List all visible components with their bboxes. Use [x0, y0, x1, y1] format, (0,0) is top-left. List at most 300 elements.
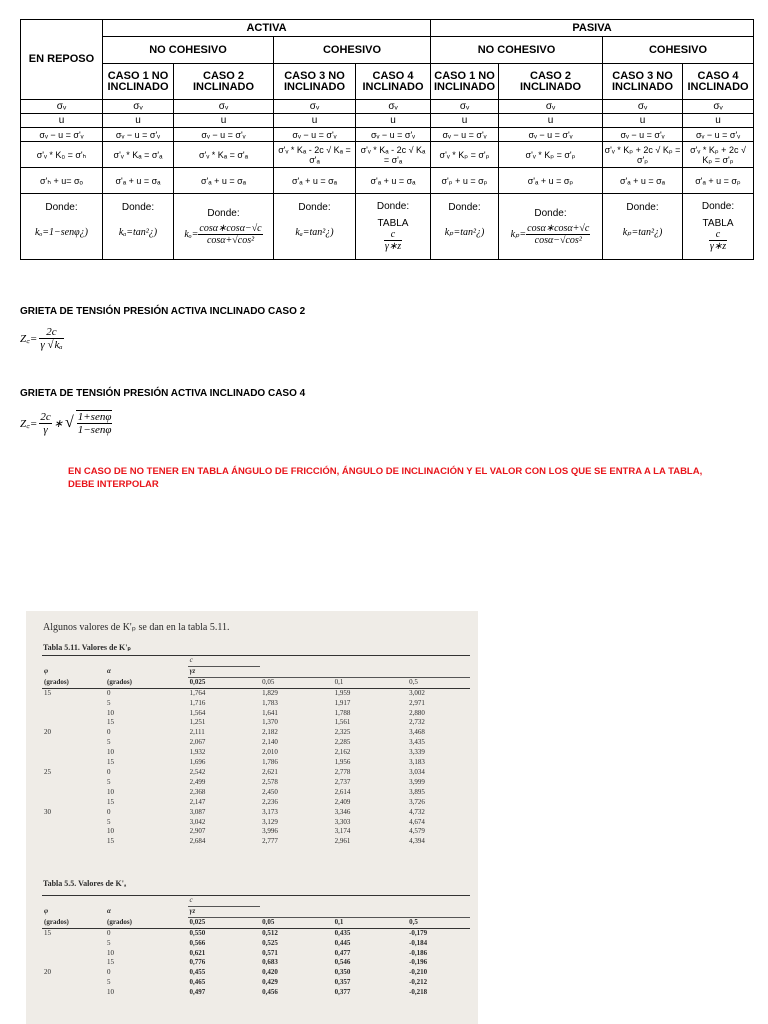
table-cell: 20 [44, 968, 51, 977]
header-activa-no-cohesivo: NO COHESIVO [103, 37, 274, 64]
formula-lhs: kₚ= [510, 228, 527, 240]
formula-ka-inclined [175, 223, 272, 246]
formula-ka: kₐ=tan²¿) [118, 226, 158, 238]
header-col-2: 0,05 [260, 917, 333, 928]
table-ka-body [42, 928, 470, 998]
table-cell: 2,450 [262, 787, 278, 796]
cell-reposo-total: σ'ₕ + u= σₒ [21, 168, 103, 194]
table-cell: 0,429 [262, 978, 278, 987]
table-cell: 2,182 [262, 728, 278, 737]
table-cell [42, 939, 105, 949]
table-cell: 1,956 [334, 758, 351, 767]
table-row [42, 808, 470, 818]
table-cell: 2,578 [262, 777, 278, 786]
table-cell: 0,571 [262, 948, 278, 957]
header-col-1: 0,025 [188, 917, 261, 928]
table-5-5-title [43, 879, 126, 888]
table-cell: 0,683 [262, 958, 278, 967]
table-cell [42, 827, 105, 837]
table-cell: -0,210 [409, 968, 428, 977]
cell-pasiva-caso4-donde [683, 194, 754, 260]
table-cell: 1,786 [262, 758, 278, 767]
cell-pasiva-caso4-total: σ'ₐ + u = σₚ [683, 168, 754, 194]
cell-activa-caso2-total: σ'ₐ + u = σₐ [174, 168, 274, 194]
donde-label: Donde: [207, 207, 240, 219]
table-cell: 3,173 [262, 807, 278, 816]
table-cell: 2,777 [262, 837, 278, 846]
header-phi-unit: (grados) [44, 917, 69, 926]
header-alpha-unit: (grados) [107, 677, 132, 686]
table-cell: 15 [107, 958, 115, 967]
table-cell: 3,346 [334, 807, 351, 816]
header-alpha: α [107, 906, 111, 915]
table-cell: 5 [107, 698, 111, 707]
cell-sigma-v: σᵥ [683, 100, 754, 114]
table-cell: 0,465 [189, 978, 206, 987]
table-cell: 5 [107, 738, 111, 747]
denominator: cosα+√cos² [206, 234, 255, 246]
cell-pasiva-caso3-total: σ'ₐ + u = σₐ [603, 168, 683, 194]
formula-lhs: Z꜀= [20, 417, 38, 430]
header-phi-unit: (grados) [44, 677, 69, 686]
header-activa-cohesivo: COHESIVO [274, 37, 431, 64]
cell-activa-caso2-donde [174, 194, 274, 260]
table-cell: 25 [44, 767, 51, 776]
cell-sigma-v: σᵥ [103, 100, 174, 114]
table-cell: 2,684 [189, 837, 206, 846]
formula-kp-inclined [500, 223, 601, 246]
table-cell: 2,067 [189, 738, 206, 747]
donde-label: Donde: [626, 201, 659, 213]
header-alpha: α [107, 666, 111, 675]
table-cell: 1,829 [262, 688, 278, 697]
table-cell: 2,621 [262, 767, 278, 776]
table-cell: 2,236 [262, 797, 278, 806]
table-row [42, 827, 470, 837]
table-row [42, 988, 470, 998]
table-cell: 2,737 [334, 777, 351, 786]
table-cell: 3,435 [409, 738, 425, 747]
cell-sigma-v: σᵥ [274, 100, 356, 114]
table-row [42, 768, 470, 778]
denominator: cosα−√cos² [534, 234, 582, 246]
table-cell: 0,435 [334, 928, 351, 937]
header-phi: φ [44, 666, 49, 675]
table-cell: 3,468 [409, 728, 425, 737]
table-cell [42, 778, 105, 788]
table-cell: 0,512 [262, 928, 278, 937]
sqrt-symbol: √ [64, 414, 74, 431]
header-col-4: 0,5 [407, 917, 470, 928]
table-cell [42, 788, 105, 798]
table-row [42, 978, 470, 988]
table-cell: 2,010 [262, 748, 278, 757]
header-caso2-activa: CASO 2 INCLINADO [174, 64, 274, 100]
header-caso3-activa: CASO 3 NO INCLINADO [274, 64, 356, 100]
cell-pasiva-caso1-k: σ'ᵥ * Kₚ = σ'ₚ [431, 142, 499, 168]
table-cell: 0 [107, 807, 111, 816]
table-ka-values [42, 895, 470, 998]
cell-activa-caso4-total: σ'ₐ + u = σₐ [356, 168, 431, 194]
formula-k0: kₒ=1−senφ¿) [35, 226, 88, 238]
donde-label: Donde: [448, 201, 481, 213]
table-cell: 3,034 [409, 767, 425, 776]
table-cell: -0,186 [409, 948, 428, 957]
table-cell: 10 [107, 708, 115, 717]
table-cell: 20 [44, 728, 51, 737]
table-cell: 10 [107, 827, 115, 836]
header-caso1-activa: CASO 1 NO INCLINADO [103, 64, 174, 100]
table-cell: 1,370 [262, 718, 278, 727]
cell-sigma-v: σᵥ [431, 100, 499, 114]
donde-label: Donde: [534, 207, 567, 219]
cell-pasiva-caso2-total: σ'ₐ + u = σₚ [499, 168, 603, 194]
table-cell: 3,129 [262, 817, 278, 826]
table-cell: 3,174 [334, 827, 351, 836]
table-cell [42, 718, 105, 728]
header-caso4-activa: CASO 4 INCLINADO [356, 64, 431, 100]
table-row [42, 837, 470, 847]
table-cell: 0,546 [334, 958, 351, 967]
table-cell: 0,456 [262, 988, 278, 997]
table-row [42, 818, 470, 828]
table-cell: 2,542 [189, 767, 206, 776]
table-cell: 2,880 [409, 708, 425, 717]
table-cell: 4,732 [409, 807, 425, 816]
section-heading-caso2: GRIETA DE TENSIÓN PRESIÓN ACTIVA INCLINADO CASO 2 [20, 306, 306, 317]
cell-effective-stress: σᵥ − u = σ'ᵥ [21, 128, 103, 142]
table-cell: 0,525 [262, 938, 278, 947]
table-header-row [42, 906, 470, 917]
table-cell: 0,420 [262, 968, 278, 977]
header-col-2: 0,05 [260, 677, 333, 688]
table-header-row [42, 656, 470, 667]
cell-pasiva-caso4-k: σ'ᵥ * Kₚ + 2c √ Kₚ = σ'ₚ [683, 142, 754, 168]
table-cell: 10 [107, 787, 115, 796]
denominator: γ∗z [709, 241, 727, 252]
fraction [526, 223, 590, 246]
table-cell: 2,971 [409, 698, 425, 707]
title-text: Valores de K'ₚ [81, 643, 131, 652]
multiply-symbol: ∗ [53, 417, 63, 430]
table-header-row [42, 677, 470, 688]
table-cell [42, 958, 105, 968]
table-cell: 2,285 [334, 738, 351, 747]
table-cell: 0,566 [189, 938, 206, 947]
table-cell: 2,961 [334, 837, 351, 846]
cell-reposo-donde [21, 194, 103, 260]
table-cell: -0,179 [409, 928, 428, 937]
table-cell: -0,196 [409, 958, 428, 967]
cell-pasiva-caso1-total: σ'ₚ + u = σₚ [431, 168, 499, 194]
table-cell: 0,550 [189, 928, 206, 937]
table-cell: 0,350 [334, 968, 351, 977]
formula-ka: kₐ=tan²¿) [295, 226, 334, 238]
scan-intro: Algunos valores de K'ₚ se dan en la tabla 5.11. [43, 622, 230, 633]
table-row [42, 788, 470, 798]
fraction [39, 326, 63, 351]
cell-activa-caso3-total: σ'ₐ + u = σₐ [274, 168, 356, 194]
table-row [42, 758, 470, 768]
fraction-c-over-gz [709, 229, 727, 252]
table-cell: 15 [107, 718, 115, 727]
table-kp-body [42, 688, 470, 847]
header-pasiva-no-cohesivo: NO COHESIVO [431, 37, 603, 64]
table-cell: 2,732 [409, 718, 425, 727]
table-cell: 2,111 [189, 728, 205, 737]
table-cell: 0 [107, 728, 111, 737]
table-cell: 1,716 [189, 698, 206, 707]
tabla-label: TABLA [702, 218, 734, 229]
formula-kp: kₚ=tan²¿) [444, 226, 485, 238]
table-cell [42, 978, 105, 988]
table-header-row [42, 896, 470, 907]
interpolation-note: EN CASO DE NO TENER EN TABLA ÁNGULO DE FRICCIÓN, ÁNGULO DE INCLINACIÓN Y EL VALOR CON LOS QUE SE ENTRA A LA TABLA, DEBE INTERPOLAR [68, 466, 703, 490]
table-cell: 2,140 [262, 738, 278, 747]
cell-effective-stress: σᵥ − u = σ'ᵥ [356, 128, 431, 142]
formula-zc-caso2 [20, 326, 64, 351]
table-cell: 2,147 [189, 797, 206, 806]
cell-activa-caso3-k: σ'ᵥ * Kₐ - 2c √ Kₐ = σ'ₐ [274, 142, 356, 168]
numerator: 2c [39, 326, 63, 339]
cell-effective-stress: σᵥ − u = σ'ᵥ [103, 128, 174, 142]
table-cell: 3,303 [334, 817, 351, 826]
table-cell: 0,455 [189, 968, 206, 977]
denominator: γ √kₐ [40, 339, 63, 351]
donde-label: Donde: [701, 201, 735, 212]
table-cell [42, 988, 105, 998]
table-cell: 2,162 [334, 748, 351, 757]
table-cell: 0 [107, 688, 111, 697]
table-row [42, 709, 470, 719]
formula-lhs: kₒ= [184, 228, 199, 240]
tabla-label: TABLA [377, 218, 409, 229]
table-cell: 15 [107, 837, 115, 846]
cell-effective-stress: σᵥ − u = σ'ᵥ [274, 128, 356, 142]
numerator: c [384, 229, 402, 241]
header-pasiva-cohesivo: COHESIVO [603, 37, 754, 64]
table-cell: 0,621 [189, 948, 206, 957]
table-cell [42, 837, 105, 847]
table-cell [42, 818, 105, 828]
donde-label: Donde: [121, 201, 155, 213]
table-cell: 15 [107, 797, 115, 806]
table-cell: 3,339 [409, 748, 425, 757]
cell-effective-stress: σᵥ − u = σ'ᵥ [683, 128, 754, 142]
table-cell: -0,212 [409, 978, 428, 987]
table-row [42, 748, 470, 758]
cell-pasiva-caso2-donde [499, 194, 603, 260]
table-cell [42, 748, 105, 758]
cell-u: u [174, 114, 274, 128]
table-cell: 3,042 [189, 817, 206, 826]
table-cell: 1,959 [334, 688, 351, 697]
table-row [42, 939, 470, 949]
root-fraction [76, 410, 113, 436]
cell-sigma-v: σᵥ [21, 100, 103, 114]
table-cell: 4,674 [409, 817, 425, 826]
cell-u: u [274, 114, 356, 128]
table-cell: 3,726 [409, 797, 425, 806]
cell-sigma-v: σᵥ [356, 100, 431, 114]
table-cell [42, 738, 105, 748]
header-gz: γz [189, 666, 196, 675]
denominator: 1−senφ [77, 424, 112, 436]
table-cell: 15 [44, 688, 51, 697]
header-col-1: 0,025 [188, 677, 261, 688]
numerator: 1+senφ [77, 411, 112, 423]
table-cell: 1,783 [262, 698, 278, 707]
section-heading-caso4: GRIETA DE TENSIÓN PRESIÓN ACTIVA INCLINADO CASO 4 [20, 388, 306, 399]
header-col-3: 0,1 [333, 677, 407, 688]
table-cell: 15 [107, 758, 115, 767]
table-cell: 10 [107, 948, 115, 957]
header-caso1-pasiva: CASO 1 NO INCLINADO [431, 64, 499, 100]
table-cell: 1,917 [334, 698, 351, 707]
root-ka: kₐ [54, 339, 63, 351]
table-cell: 1,561 [334, 718, 351, 727]
cell-effective-stress: σᵥ − u = σ'ᵥ [174, 128, 274, 142]
table-cell: 5 [107, 978, 111, 987]
header-gz: γz [189, 906, 196, 915]
table-row [42, 738, 470, 748]
table-cell: 1,764 [189, 688, 206, 697]
cell-u: u [683, 114, 754, 128]
table-cell: 0,377 [334, 988, 351, 997]
numerator: cosα∗cosα−√c [199, 222, 262, 234]
header-caso4-pasiva: CASO 4 INCLINADO [683, 64, 754, 100]
title-number: Tabla 5.11. [43, 643, 80, 652]
table-cell: 4,579 [409, 827, 425, 836]
numerator: cosα∗cosα+√c [527, 222, 590, 234]
header-pasiva: PASIVA [431, 20, 754, 37]
cell-pasiva-caso1-donde [431, 194, 499, 260]
table-cell: 0,357 [334, 978, 351, 987]
cell-pasiva-caso2-k: σ'ᵥ * Kₚ = σ'ₚ [499, 142, 603, 168]
table-cell: 10 [107, 988, 115, 997]
table-cell: 3,895 [409, 787, 425, 796]
table-cell: 10 [107, 748, 115, 757]
formula-zc-caso4 [20, 410, 112, 436]
table-row [42, 949, 470, 959]
header-caso3-pasiva: CASO 3 NO INCLINADO [603, 64, 683, 100]
cell-activa-caso3-donde [274, 194, 356, 260]
numerator: 2c [40, 410, 51, 423]
cell-reposo-k: σ'ᵥ * K₀ = σ'ₕ [21, 142, 103, 168]
table-cell: 2,778 [334, 767, 351, 776]
header-c: c [188, 896, 261, 907]
cell-u: u [603, 114, 683, 128]
table-cell: 5 [107, 777, 111, 786]
table-5-11-title [43, 643, 131, 652]
cell-sigma-v: σᵥ [603, 100, 683, 114]
table-cell: 5 [107, 817, 111, 826]
table-cell: 1,696 [189, 758, 206, 767]
table-cell: 1,564 [189, 708, 206, 717]
table-cell: 15 [44, 928, 51, 937]
denominator: γ∗z [384, 241, 402, 252]
header-phi: φ [44, 906, 49, 915]
table-cell: 5 [107, 938, 111, 947]
gamma-symbol: γ [40, 339, 45, 351]
table-row [42, 798, 470, 808]
table-cell: 3,996 [262, 827, 278, 836]
table-cell: 1,641 [262, 708, 278, 717]
table-cell: 3,999 [409, 777, 425, 786]
cell-activa-caso1-total: σ'ₐ + u = σₐ [103, 168, 174, 194]
table-cell: 3,087 [189, 807, 206, 816]
header-en-reposo: EN REPOSO [21, 20, 103, 100]
table-cell: 1,251 [189, 718, 206, 727]
cell-activa-caso1-donde [103, 194, 174, 260]
cell-u: u [356, 114, 431, 128]
cell-activa-caso4-donde [356, 194, 431, 260]
title-number: Tabla 5.5. [43, 879, 77, 888]
table-row [42, 728, 470, 738]
table-row [42, 778, 470, 788]
cell-effective-stress: σᵥ − u = σ'ᵥ [431, 128, 499, 142]
cell-pasiva-caso3-donde [603, 194, 683, 260]
table-cell: 30 [44, 807, 51, 816]
header-col-3: 0,1 [333, 917, 407, 928]
table-cell: 2,325 [334, 728, 351, 737]
table-header-row [42, 666, 470, 677]
table-row [42, 968, 470, 978]
cell-u: u [499, 114, 603, 128]
table-cell: 2,907 [189, 827, 206, 836]
cell-sigma-v: σᵥ [499, 100, 603, 114]
donde-label: Donde: [298, 201, 331, 213]
earth-pressure-table [20, 19, 754, 260]
table-cell: 0,477 [334, 948, 351, 957]
header-c: c [188, 656, 261, 667]
cell-pasiva-caso3-k: σ'ᵥ * Kₚ + 2c √ Kₚ = σ'ₚ [603, 142, 683, 168]
table-cell: -0,218 [409, 988, 428, 997]
table-cell: 0 [107, 928, 111, 937]
donde-label: Donde: [45, 201, 78, 213]
table-cell: 3,183 [409, 758, 425, 767]
title-text: Valores de K'ₐ [78, 879, 127, 888]
table-cell: 1,932 [189, 748, 206, 757]
header-col-4: 0,5 [407, 677, 470, 688]
table-cell: 4,394 [409, 837, 425, 846]
formula-kp: kₚ=tan²¿) [622, 226, 663, 238]
fraction [198, 223, 262, 246]
table-row [42, 928, 470, 938]
table-cell: 1,788 [334, 708, 351, 717]
table-cell: -0,184 [409, 938, 428, 947]
table-row [42, 958, 470, 968]
table-cell: 2,368 [189, 787, 206, 796]
table-kp-values [42, 655, 470, 847]
cell-activa-caso2-k: σ'ᵥ * Kₐ = σ'ₐ [174, 142, 274, 168]
cell-effective-stress: σᵥ − u = σ'ᵥ [603, 128, 683, 142]
table-header-row [42, 917, 470, 928]
table-cell: 2,409 [334, 797, 351, 806]
table-cell [42, 949, 105, 959]
header-alpha-unit: (grados) [107, 917, 132, 926]
denominator: γ [43, 423, 48, 436]
table-cell: 3,002 [409, 688, 425, 697]
table-cell: 2,614 [334, 787, 351, 796]
table-row [42, 699, 470, 709]
cell-sigma-v: σᵥ [174, 100, 274, 114]
table-cell [42, 798, 105, 808]
header-activa: ACTIVA [103, 20, 431, 37]
table-cell: 2,499 [189, 777, 206, 786]
cell-u: u [21, 114, 103, 128]
donde-label: Donde: [376, 201, 410, 212]
